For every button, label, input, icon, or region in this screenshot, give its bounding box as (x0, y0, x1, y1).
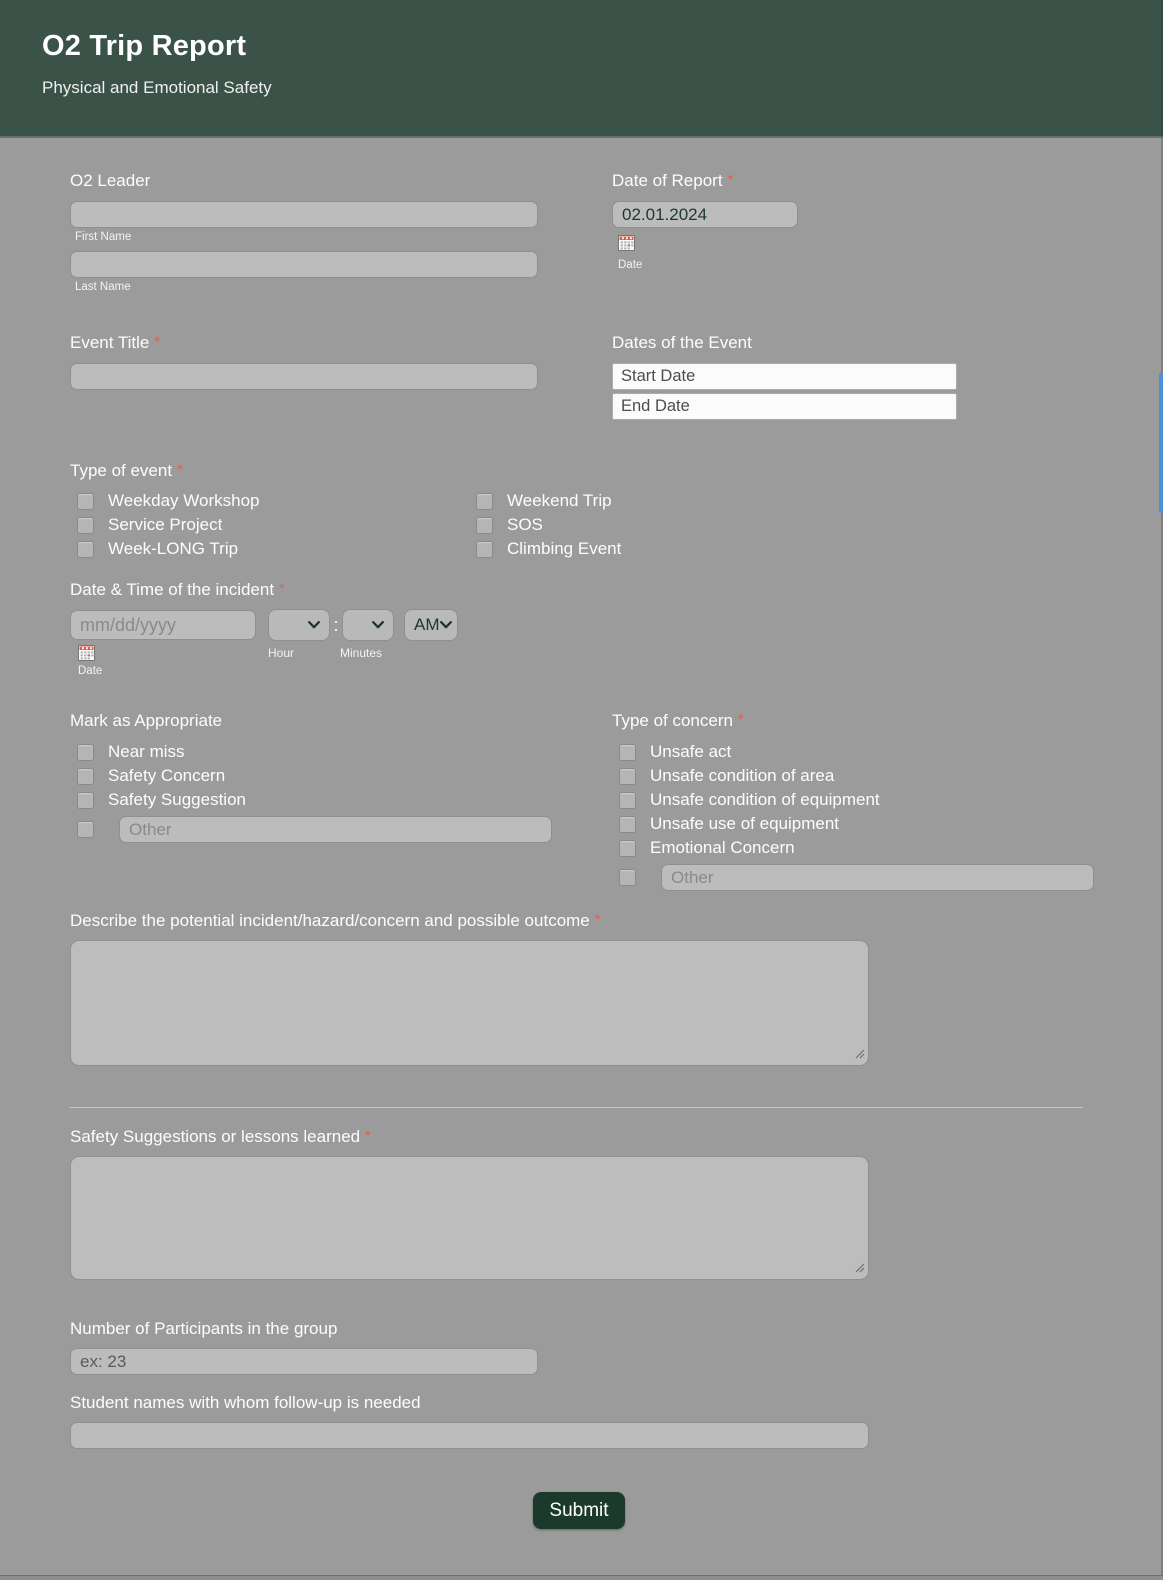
section-divider (70, 1107, 1083, 1108)
checkbox[interactable] (619, 792, 636, 809)
required-asterisk: * (737, 711, 744, 727)
chevron-down-icon (308, 621, 320, 629)
student-names-field (70, 1393, 869, 1449)
required-asterisk: * (727, 171, 734, 187)
first-name-input[interactable] (70, 201, 538, 228)
incident-date-sublabel: Date (78, 665, 103, 677)
calendar-icon[interactable] (618, 235, 798, 256)
option-other-mark (77, 816, 552, 843)
event-title-field (70, 333, 538, 390)
scrollbar-thumb[interactable] (1159, 373, 1163, 513)
incident-date-input[interactable] (70, 610, 256, 640)
page-title: O2 Trip Report (42, 30, 247, 62)
type-of-event-label: Type of event * (70, 461, 183, 480)
checkbox[interactable] (77, 744, 94, 761)
option-unsafe-use-equipment[interactable]: Unsafe use of equipment (619, 812, 1094, 836)
option-near-miss[interactable]: Near miss (77, 740, 552, 764)
checkbox[interactable] (77, 792, 94, 809)
chevron-down-icon (372, 621, 384, 629)
checkbox[interactable] (619, 744, 636, 761)
checkbox[interactable] (77, 493, 94, 510)
student-names-label: Student names with whom follow-up is needed (70, 1393, 421, 1412)
resize-handle-icon[interactable] (855, 1046, 865, 1064)
option-weekend-trip[interactable]: Weekend Trip (476, 489, 1083, 513)
date-of-report-input[interactable] (612, 201, 798, 228)
type-of-concern-label: Type of concern * (612, 711, 744, 730)
checkbox[interactable] (77, 768, 94, 785)
event-title-label: Event Title * (70, 333, 160, 352)
type-of-event-options (70, 489, 1083, 561)
hour-select[interactable] (268, 609, 330, 641)
option-service-project[interactable]: Service Project (77, 513, 469, 537)
checkbox[interactable] (476, 517, 493, 534)
option-unsafe-act[interactable]: Unsafe act (619, 740, 1094, 764)
describe-incident-textarea[interactable] (70, 940, 869, 1066)
required-asterisk: * (365, 1127, 371, 1143)
event-title-input[interactable] (70, 363, 538, 390)
date-of-report-sublabel: Date (618, 259, 643, 271)
safety-suggestions-label: Safety Suggestions or lessons learned * (70, 1127, 371, 1146)
hour-sublabel: Hour (268, 646, 295, 660)
window-bottom-edge (0, 1575, 1163, 1580)
option-week-long-trip[interactable]: Week-LONG Trip (77, 537, 469, 561)
option-climbing-event[interactable]: Climbing Event (476, 537, 1083, 561)
ampm-select[interactable] (404, 609, 458, 641)
type-of-concern-field (612, 711, 1094, 891)
required-asterisk: * (594, 911, 601, 927)
date-of-report-label: Date of Report * (612, 171, 734, 190)
checkbox[interactable] (619, 869, 636, 886)
last-name-input[interactable] (70, 251, 538, 278)
checkbox[interactable] (619, 840, 636, 857)
incident-datetime-label: Date & Time of the incident * (70, 580, 285, 599)
concern-other-input[interactable] (661, 864, 1094, 891)
required-asterisk: * (154, 333, 160, 349)
mark-other-input[interactable] (119, 816, 552, 843)
first-name-sublabel: First Name (75, 231, 132, 243)
option-safety-concern[interactable]: Safety Concern (77, 764, 552, 788)
option-emotional-concern[interactable]: Emotional Concern (619, 836, 1094, 860)
option-unsafe-condition-equipment[interactable]: Unsafe condition of equipment (619, 788, 1094, 812)
dates-of-event-field (612, 333, 957, 420)
o2-leader-field (70, 171, 538, 301)
mark-as-appropriate-label: Mark as Appropriate (70, 711, 223, 730)
required-asterisk: * (177, 461, 183, 477)
required-asterisk: * (279, 580, 285, 596)
describe-incident-field (70, 911, 869, 1071)
student-names-input[interactable] (70, 1422, 869, 1449)
minutes-select[interactable] (342, 609, 394, 641)
chevron-down-icon (440, 621, 452, 629)
form-header (0, 0, 1163, 138)
incident-datetime-field (70, 580, 458, 701)
safety-suggestions-textarea[interactable] (70, 1156, 869, 1280)
option-safety-suggestion[interactable]: Safety Suggestion (77, 788, 552, 812)
type-of-event-field (70, 461, 1083, 561)
last-name-sublabel: Last Name (75, 281, 131, 293)
safety-suggestions-field (70, 1127, 869, 1285)
option-sos[interactable]: SOS (476, 513, 1083, 537)
incident-datetime-controls (70, 609, 458, 641)
describe-incident-label: Describe the potential incident/hazard/concern and possible outcome * (70, 911, 601, 930)
dates-of-event-label: Dates of the Event (612, 333, 752, 352)
calendar-icon[interactable] (78, 645, 95, 666)
date-of-report-field (612, 171, 798, 279)
ampm-select-value: AM (414, 615, 440, 634)
o2-leader-label: O2 Leader (70, 171, 151, 190)
checkbox[interactable] (77, 541, 94, 558)
option-unsafe-condition-area[interactable]: Unsafe condition of area (619, 764, 1094, 788)
participants-input[interactable] (70, 1348, 538, 1375)
checkbox[interactable] (476, 541, 493, 558)
start-date-input[interactable] (612, 363, 957, 390)
checkbox[interactable] (619, 816, 636, 833)
page-subtitle: Physical and Emotional Safety (42, 78, 272, 97)
submit-button[interactable]: Submit (533, 1492, 625, 1529)
option-weekday-workshop[interactable]: Weekday Workshop (77, 489, 469, 513)
participants-field (70, 1319, 538, 1375)
checkbox[interactable] (619, 768, 636, 785)
resize-handle-icon[interactable] (855, 1260, 865, 1278)
mark-as-appropriate-field (70, 711, 552, 843)
incident-sublabels (70, 641, 458, 701)
checkbox[interactable] (77, 517, 94, 534)
option-other-concern (619, 864, 1094, 891)
checkbox[interactable] (476, 493, 493, 510)
minutes-sublabel: Minutes (340, 646, 383, 660)
checkbox[interactable] (77, 821, 94, 838)
participants-label: Number of Participants in the group (70, 1319, 338, 1338)
time-separator: : (333, 614, 339, 635)
end-date-input[interactable] (612, 393, 957, 420)
